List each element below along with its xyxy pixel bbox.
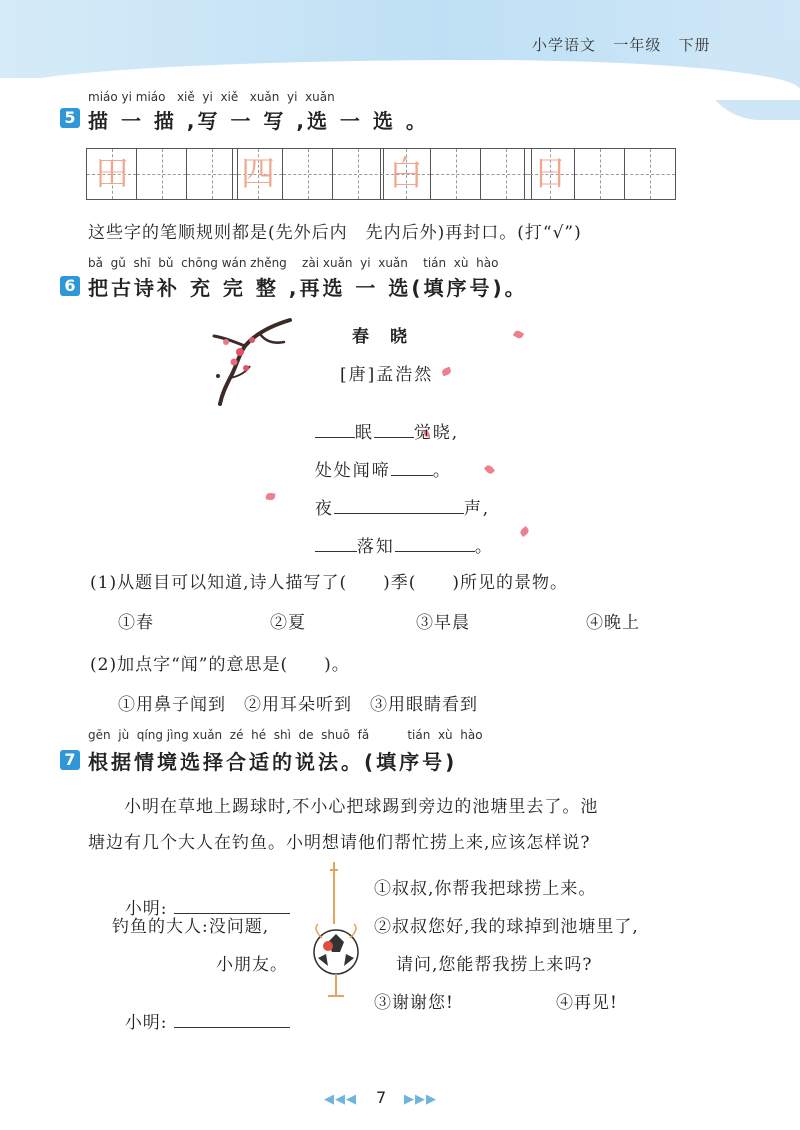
q7-option-1[interactable]: ①叔叔,你帮我把球捞上来。 [374,879,597,899]
q7-title: 根据情境选择合适的说法。(填序号) [88,750,458,774]
q5-pinyin: miáo yi miáo xiě yi xiě xuǎn yi xuǎn [88,90,335,104]
poem-text: 。 [474,537,494,557]
writing-cell[interactable] [431,149,481,199]
q6-sub1: (1)从题目可以知道,诗人描写了( )季( )所见的景物。 [90,573,569,593]
answer-blank[interactable] [174,1013,290,1028]
writing-cell[interactable] [625,149,675,199]
q5-number-badge: 5 [60,108,80,128]
q5-sentence: 这些字的笔顺规则都是(先外后内 先内后外)再封口。(打“√”) [88,223,582,243]
poem-text: 声, [463,499,491,519]
q7-option-4[interactable]: ④再见! [556,993,618,1013]
writing-cell[interactable] [575,149,625,199]
tracing-grid-3[interactable] [380,148,532,200]
poem-line-4 [300,512,494,557]
poem-text: 。 [432,461,452,481]
speaker-label: 小明: [124,1013,168,1033]
q7-option-2[interactable]: ②叔叔您好,我的球掉到池塘里了, [374,917,639,937]
poem-text: 眠 [354,423,374,443]
q6-title: 把古诗补 充 完 整 ,再选 一 选(填序号)。 [88,276,528,300]
petal-decoration [513,329,524,340]
header-grade: 一年级 [613,36,662,54]
poem-text: 觉晓, [413,423,460,443]
q6-pinyin: bǎ gǔ shī bǔ chōng wán zhěng zài xuǎn yi xuǎn tián xù hào [88,256,499,270]
q6-sub1-option-4[interactable]: ④晚上 [586,613,640,633]
trace-char: 日 [533,154,567,194]
poem-title: 春 晓 [352,327,409,347]
prev-page-arrows[interactable]: ◀◀◀ [324,1092,357,1107]
page-number: 7 [376,1088,387,1107]
trace-char: 四 [241,154,275,194]
speaker-label: 小明: [124,899,168,919]
trace-char: 白 [389,154,423,194]
dialogue-line-2: 钓鱼的大人:没问题, [112,917,270,937]
q6-sub2-options[interactable]: ①用鼻子闻到 ②用耳朵听到 ③用眼睛看到 [118,695,478,715]
writing-cell[interactable] [137,149,187,199]
q6-sub1-option-2[interactable]: ②夏 [270,613,306,633]
petal-decoration [265,492,275,500]
q7-number-badge: 7 [60,750,80,770]
petal-decoration [441,367,452,377]
q7-pinyin: gēn jù qíng jìng xuǎn zé hé shì de shuō fǎ tián xù hào [88,728,483,742]
petal-decoration [519,526,530,537]
header-subject: 小学语文 [532,36,597,54]
q6-sub1-option-3[interactable]: ③早晨 [416,613,470,633]
dialogue-line-4 [112,988,290,1033]
next-page-arrows[interactable]: ▶▶▶ [404,1092,437,1107]
q6-number-badge: 6 [60,276,80,296]
q7-story-line-1: 小明在草地上踢球时,不小心把球踢到旁边的池塘里去了。池 [124,797,599,817]
writing-cell[interactable] [283,149,333,199]
tracing-grid-1[interactable] [86,148,238,200]
poem-text: 落知 [356,537,395,557]
header-volume: 下册 [678,36,711,54]
writing-cell[interactable] [187,149,237,199]
trace-char: 田 [95,154,129,194]
poem-author: [唐]孟浩然 [340,365,434,385]
tracing-grid-2[interactable] [232,148,384,200]
q5-title: 描 一 描 ,写 一 写 ,选 一 选 。 [88,109,429,133]
q6-sub2: (2)加点字“闻”的意思是( )。 [90,655,350,675]
poem-text: 处处闻啼 [314,461,391,481]
tracing-grid-4[interactable] [524,148,676,200]
q7-option-2-continued[interactable]: 请问,您能帮我捞上来吗? [396,955,593,975]
q7-story-line-2: 塘边有几个大人在钓鱼。小明想请他们帮忙捞上来,应该怎样说? [88,833,591,853]
poem-text: 夜 [314,499,334,519]
writing-cell[interactable] [333,149,383,199]
header-title [532,34,711,55]
dialogue-line-3: 小朋友。 [216,955,288,975]
ball-in-net-illustration [306,862,366,1012]
answer-blank[interactable] [315,537,357,552]
answer-blank[interactable] [395,537,475,552]
plum-branch-illustration [200,312,310,412]
q6-sub1-option-1[interactable]: ①春 [118,613,154,633]
q7-option-3[interactable]: ③谢谢您! [374,993,454,1013]
